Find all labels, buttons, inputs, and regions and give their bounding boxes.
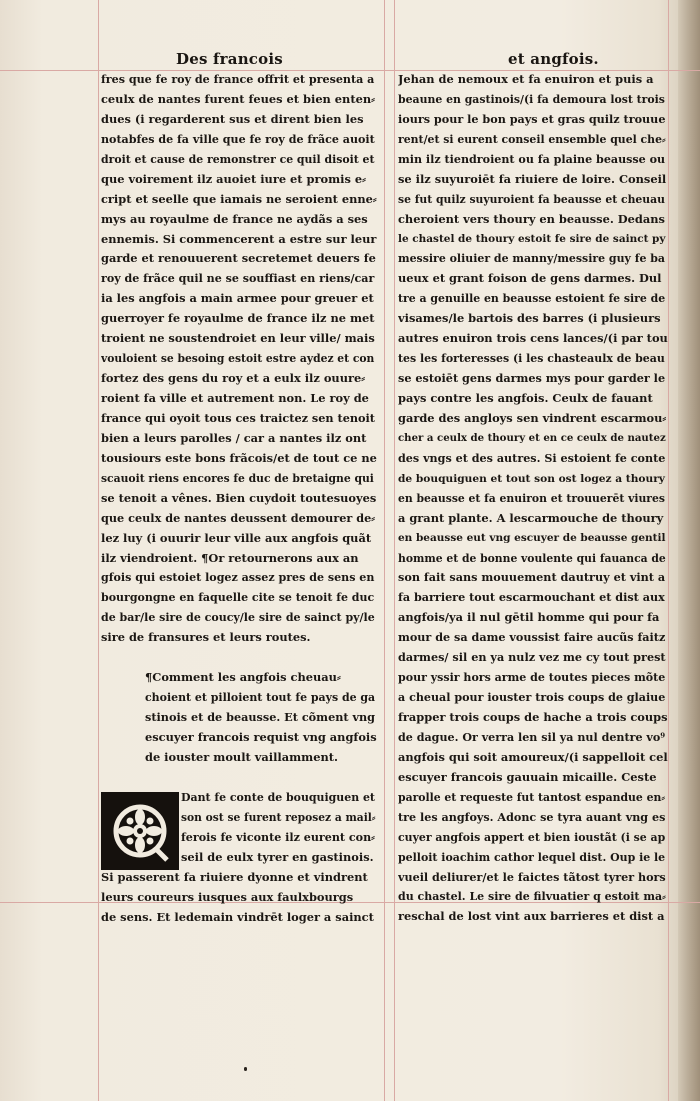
text-line: iours pour le bon pays et gras quilz trouue: [398, 111, 666, 126]
text-line: roient fa ville et autrement non. Le roy de: [101, 391, 369, 405]
text-line: de bouquiguen et tout son ost logez a thoury: [398, 471, 665, 485]
text-line: frapper trois coups de hache a trois coups: [398, 710, 668, 724]
text-line: reschal de lost vint aux barrieres et dist a: [398, 909, 665, 924]
text-line: angfois/ya il nul gētil homme qui pour fa: [398, 610, 660, 625]
text-line: tre a genuille en beausse estoient fe sire de: [398, 292, 666, 306]
text-line: ennemis. Si commencerent a estre sur leur: [101, 231, 377, 246]
running-head-left: Des francois: [176, 50, 283, 68]
text-line: ueux et grant foison de gens darmes. Dul: [398, 271, 662, 286]
left-paragraph: [101, 70, 377, 648]
text-line: a cheual pour iouster trois coups de glaiue: [398, 691, 666, 705]
text-line: parolle et requeste fut tantost espandue en⸗: [398, 790, 665, 804]
heading-line: escuyer francois requist vng angfois: [145, 730, 377, 744]
text-line: pays contre les angfois. Ceulx de fauant: [398, 391, 653, 405]
text-line: a grant plante. A lescarmouche de thoury: [398, 510, 664, 525]
text-line: bien a leurs parolles / car a nantes ilz ont: [101, 430, 367, 445]
running-head-right: et angfois.: [508, 50, 599, 68]
heading-line: stinois et de beausse. Et cõment vng: [145, 710, 376, 725]
text-line: seil de eulx tyrer en gastinois.: [181, 849, 374, 864]
text-line: Dant fe conte de bouquiguen et: [181, 790, 375, 804]
paragraph-gap: [101, 648, 377, 668]
text-line: leurs coureurs iusques aux faulxbourgs: [101, 889, 354, 904]
text-line: tre les angfoys. Adonc se tyra auant vng es: [398, 810, 666, 824]
right-text-column: [398, 70, 668, 927]
paragraph-gap: [101, 768, 377, 788]
text-line: de sens. Et ledemain vindrēt loger a sainct: [101, 909, 374, 924]
text-line: cher a ceulx de thoury et en ce ceulx de nautez: [398, 431, 666, 444]
text-line: fa barriere tout escarmouchant et dist aux: [398, 590, 665, 605]
text-line: se ilz suyuroiēt fa riuiere de loire. Conseil: [398, 171, 667, 186]
heading-line: ¶Comment les angfois cheuau⸗: [145, 670, 341, 685]
text-line: beaune en gastinois/(i fa demoura lost trois: [398, 92, 665, 106]
text-line: se tenoit a vênes. Bien cuydoit toutesuoyes: [101, 490, 377, 505]
text-line: cuyer angfois appert et bien ioustãt (i se ap: [398, 830, 666, 844]
text-line: sire de fransures et leurs routes.: [101, 630, 311, 645]
text-line: roy de frãce quil ne se souffiast en riens/car: [101, 272, 375, 286]
margin-rule-left: [98, 0, 99, 1101]
text-line: son ost se furent reposez a mail⸗: [181, 810, 376, 824]
text-line: cheroient vers thoury en beausse. Dedans: [398, 211, 665, 226]
text-line: gfois qui estoiet logez assez pres de sens en: [101, 571, 375, 585]
text-line: se estoiēt gens darmes mys pour garder le: [398, 371, 666, 386]
text-line: Jehan de nemoux et fa enuiron et puis a: [398, 72, 654, 86]
left-text-column: [101, 70, 377, 927]
text-line: ceulx de nantes furent feues et bien enten⸗: [101, 91, 375, 106]
ink-speck: [244, 1067, 247, 1071]
margin-rule-center-right: [394, 0, 395, 1101]
text-line: france qui oyoit tous ces traictez sen tenoit: [101, 410, 376, 425]
text-line: du chastel. Le sire de filvuatier q estoit ma⸗: [398, 890, 666, 904]
margin-rule-center-left: [384, 0, 385, 1101]
drop-cap-paragraph: [101, 788, 377, 928]
text-line: pour yssir hors arme de toutes pieces mõte: [398, 671, 666, 685]
text-line: messire oliuier de manny/messire guy fe ba: [398, 252, 665, 266]
text-line: tes les forteresses (i les chasteaulx de beau: [398, 352, 665, 366]
text-line: notabfes de fa ville que fe roy de frãce auoit: [101, 132, 375, 146]
text-line: homme et de bonne voulente qui fauanca de: [398, 551, 666, 565]
text-line: en beausse eut vng escuyer de beausse gentil: [398, 531, 666, 544]
text-line: escuyer francois gauuain micaille. Ceste: [398, 769, 657, 784]
text-line: vouloient se besoing estoit estre aydez et con: [101, 352, 375, 366]
text-line: ia les angfois a main armee pour greuer et: [101, 291, 374, 306]
text-line: troient ne soustendroiet en leur ville/ mais: [101, 331, 375, 346]
text-line: rent/et si eurent conseil ensemble quel che⸗: [398, 132, 666, 146]
text-line: de bar/le sire de coucy/le sire de sainct py/le: [101, 611, 375, 625]
text-line: garde des angloys sen vindrent escarmou⸗: [398, 410, 667, 425]
text-line: le chastel de thoury estoit fe sire de sainct py: [398, 232, 666, 245]
ornamental-initial-q: [101, 792, 179, 870]
text-line: cript et seelle que iamais ne seroient enne⸗: [101, 191, 377, 206]
text-line: autres enuiron trois cens lances/(i par tou: [398, 331, 668, 346]
text-line: tousiours este bons frãcois/et de tout ce ne: [101, 450, 377, 465]
page-gutter-shadow: [678, 0, 700, 1101]
text-line: des vngs et des autres. Si estoient fe conte: [398, 451, 666, 465]
text-line: ilz viendroient. ¶Or retournerons aux an: [101, 550, 359, 565]
text-line: se fut quilz suyuroient fa beausse et cheuau: [398, 192, 666, 206]
text-line: Si passerent fa riuiere dyonne et vindrent: [101, 869, 368, 884]
text-line: mour de sa dame voussist faire aucũs faitz: [398, 630, 666, 645]
chapter-heading: [101, 668, 377, 768]
text-line: angfois qui soit amoureux/(i sappelloit cel: [398, 749, 668, 764]
text-line: lez luy (i ouurir leur ville aux angfois quãt: [101, 530, 372, 545]
text-line: que voirement ilz auoiet iure et promis e⸗: [101, 171, 366, 186]
text-line: scauoit riens encores fe duc de bretaigne qui: [101, 471, 374, 485]
text-line: fres que fe roy de france offrit et presenta a: [101, 73, 375, 86]
text-line: son fait sans mouuement dautruy et vint a: [398, 570, 666, 585]
text-line: bourgongne en faquelle cite se tenoit fe duc: [101, 591, 375, 605]
text-line: que ceulx de nantes deussent demourer de⸗: [101, 510, 376, 525]
text-line: pelloit ioachim cathor lequel dist. Oup ie le: [398, 850, 666, 864]
text-line: darmes/ sil en ya nulz vez me cy tout prest: [398, 650, 666, 665]
margin-rule-right: [668, 0, 669, 1101]
text-line: en beausse et fa enuiron et trouuerēt viures: [398, 491, 665, 505]
heading-line: de iouster moult vaillamment.: [145, 749, 338, 764]
text-line: de dague. Or verra len sil ya nul dentre vo⁹: [398, 730, 666, 744]
text-line: droit et cause de remonstrer ce quil disoit et: [101, 152, 375, 166]
heading-line: choient et pilloient tout fe pays de ga: [145, 691, 376, 705]
text-line: fortez des gens du roy et a eulx ilz ouure⸗: [101, 371, 366, 386]
text-line: dues (i regarderent sus et dirent bien les: [101, 111, 364, 126]
text-line: guerroyer fe royaulme de france ilz ne met: [101, 311, 375, 326]
text-line: ferois fe viconte ilz eurent con⸗: [181, 830, 375, 844]
text-line: visames/le bartois des barres (i plusieurs: [398, 311, 661, 326]
text-line: garde et renouuerent secretemet deuers fe: [101, 251, 376, 266]
text-line: mys au royaulme de france ne aydãs a ses: [101, 211, 368, 226]
text-line: min ilz tiendroient ou fa plaine beausse ou: [398, 152, 666, 166]
text-line: vueil deliurer/et le faictes tãtost tyrer hors: [398, 870, 666, 884]
floral-initial-icon: [107, 798, 173, 864]
